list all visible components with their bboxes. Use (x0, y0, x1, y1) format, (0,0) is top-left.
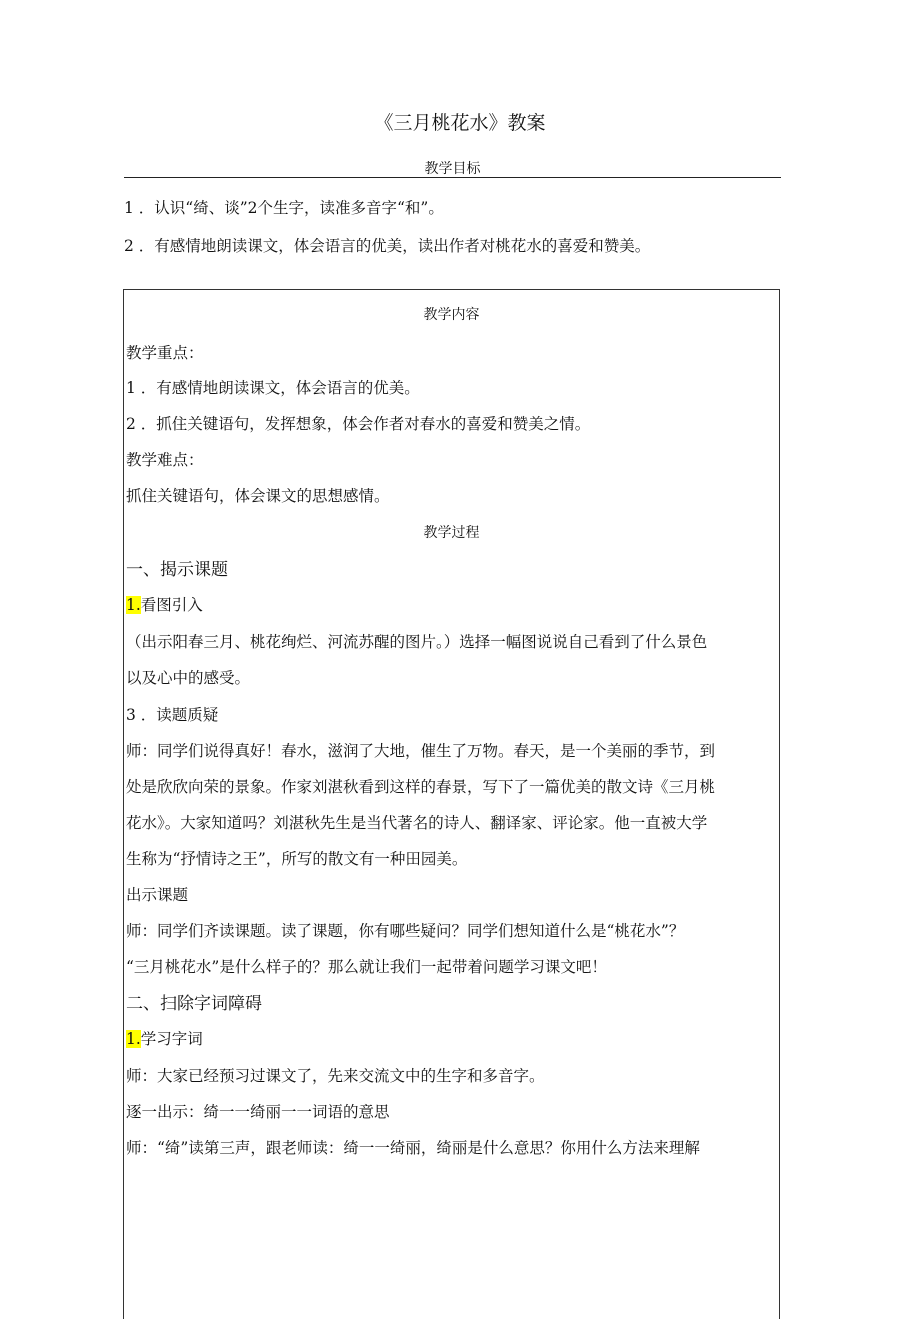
paragraph-line: 师：“绮”读第三声，跟老师读：绮一一绮丽，绮丽是什么意思？你用什么方法来理解 (126, 1139, 700, 1157)
process-heading: 教学过程 (423, 525, 480, 541)
list-item (126, 1027, 203, 1049)
paragraph-line: 生称为“抒情诗之王”，所写的散文有一种田园美。 (126, 850, 468, 868)
highlighted-number: 1. (126, 596, 141, 614)
paragraph-line: 花水》。大家知道吗？刘湛秋先生是当代著名的诗人、翻译家、评论家。他一直被大学 (126, 814, 708, 832)
paragraph-line: “三月桃花水”是什么样子的？那么就让我们一起带着问题学习课文吧！ (126, 958, 607, 976)
section-title: 一、揭示课题 (126, 560, 228, 580)
content-heading: 教学内容 (423, 307, 480, 323)
key-points-label: 教学重点： (126, 344, 204, 362)
paragraph-line: 师：同学们齐读课题。读了课题，你有哪些疑问？同学们想知道什么是“桃花水”？ (126, 922, 685, 940)
paragraph-line: 师：同学们说得真好！春水，滋润了大地，催生了万物。春天，是一个美丽的季节，到 (126, 742, 716, 760)
goals-heading: 教学目标 (424, 161, 481, 177)
goals-divider (124, 177, 781, 178)
key-point-item: 1 ．有感情地朗读课文，体会语言的优美。 (126, 379, 420, 397)
goal-item: 2 ．有感情地朗读课文，体会语言的优美，读出作者对桃花水的喜爱和赞美。 (124, 237, 651, 255)
paragraph-line: 出示课题 (126, 886, 189, 904)
difficulty-label: 教学难点： (126, 451, 204, 469)
list-item (126, 593, 203, 615)
key-point-item: 2 ．抓住关键语句，发挥想象，体会作者对春水的喜爱和赞美之情。 (126, 415, 591, 433)
list-item: 3 ．读题质疑 (126, 706, 219, 724)
lesson-table (123, 289, 780, 1319)
paragraph-line: （出示阳春三月、桃花绚烂、河流苏醒的图片。）选择一幅图说说自己看到了什么景色 (126, 633, 708, 651)
difficulty-text: 抓住关键语句，体会课文的思想感情。 (126, 487, 390, 505)
list-item-text: 学习字词 (140, 1030, 203, 1048)
section-title: 二、扫除字词障碍 (126, 994, 262, 1014)
paragraph-line: 以及心中的感受。 (126, 669, 251, 687)
paragraph-line: 处是欣欣向荣的景象。作家刘湛秋看到这样的春景，写下了一篇优美的散文诗《三月桃 (126, 778, 716, 796)
list-item-text: 看图引入 (140, 596, 203, 614)
goal-item: 1 ．认识“绮、谈”2个生字，读准多音字“和”。 (124, 199, 444, 217)
document-title: 《三月桃花水》教案 (374, 112, 546, 134)
paragraph-line: 逐一出示：绮一一绮丽一一词语的意思 (126, 1103, 390, 1121)
highlighted-number: 1. (126, 1030, 141, 1048)
paragraph-line: 师：大家已经预习过课文了，先来交流文中的生字和多音字。 (126, 1067, 545, 1085)
